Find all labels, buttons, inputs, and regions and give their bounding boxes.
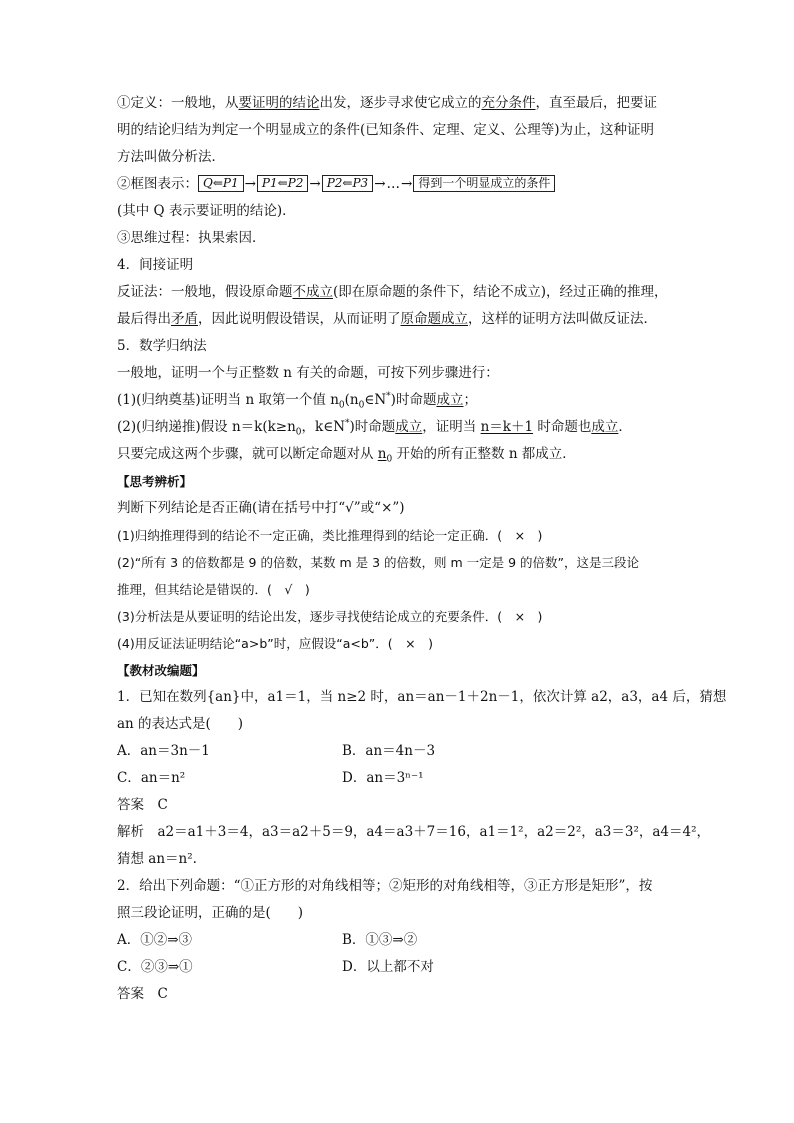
text: 时命题也 — [533, 419, 592, 435]
arrow-icon: → — [244, 176, 256, 192]
underlined-term: 不成立 — [292, 284, 333, 300]
underlined-term: 原命题成立 — [400, 311, 468, 327]
induction-step-2 — [117, 414, 687, 441]
question-2-options-cd — [117, 954, 687, 981]
text: ，这样的证明方法叫做反证法． — [468, 311, 657, 327]
text: 出发，逐步寻求使它成立的 — [319, 95, 482, 111]
question-2-options-ab — [117, 927, 687, 954]
question-2-line-1: 2．给出下列命题：“①正方形的对角线相等；②矩形的对角线相等，③正方形是矩形”，按 — [117, 878, 653, 894]
text: (2)(归纳递推)假设 n＝k(k≥n — [117, 419, 296, 435]
text: ①定义：一般地，从 — [117, 95, 239, 111]
underlined-term: 成立 — [436, 392, 464, 408]
option-c: C．an＝n² — [117, 770, 186, 786]
text: 反证法：一般地，假设原命题 — [117, 284, 293, 300]
text: )时命题 — [349, 419, 396, 435]
text: n — [377, 446, 387, 462]
underlined-term: n＝k＋1 — [480, 419, 534, 435]
induction-intro: 一般地，证明一个与正整数 n 有关的命题，可按下列步骤进行： — [117, 365, 499, 381]
text: ，因此说明假设错误，从而证明了 — [198, 311, 401, 327]
text: ，k∈N — [301, 419, 346, 435]
question-2-answer: 答案 C — [117, 986, 168, 1002]
text: 开始的所有正整数 n 都成立． — [392, 446, 576, 462]
text: 只要完成这两个步骤，就可以断定命题对从 — [117, 446, 378, 462]
superscript: * — [345, 418, 350, 429]
option-c: C．②③⇒① — [117, 959, 193, 975]
underlined-term: 成立 — [591, 419, 619, 435]
option-a: A．an＝3n－1 — [117, 743, 210, 759]
definition-line-2: 明的结论归结为判定一个明显成立的条件(已知条件、定理、定义、公理等)为止，这种证明 — [117, 122, 655, 138]
definition-line-3: 方法叫做分析法． — [117, 149, 225, 165]
think-item-1: (1)归纳推理得到的结论不一定正确，类比推理得到的结论一定正确．( × ) — [117, 528, 543, 543]
question-1-answer: 答案 C — [117, 797, 168, 813]
option-d: D．an＝3ⁿ⁻¹ — [342, 770, 424, 786]
text: ，直至最后，把要证 — [535, 95, 657, 111]
text: ∈N — [364, 392, 387, 408]
underlined-term: 矛盾 — [171, 311, 198, 327]
frame-box: P1⇐P2 — [257, 175, 308, 192]
superscript: * — [386, 391, 391, 402]
underlined-term: 成立 — [395, 419, 423, 435]
think-item-2b: 推理，但其结论是错误的．( √ ) — [117, 582, 310, 597]
induction-step-1 — [117, 387, 687, 414]
arrow-icon: → — [401, 176, 413, 192]
frame-note: (其中 Q 表示要证明的结论)． — [117, 203, 296, 219]
thinking-process: ③思维过程：执果索因． — [117, 230, 266, 246]
question-1-solution-2: 猜想 an＝n². — [117, 851, 197, 867]
section-heading: 4．间接证明 — [117, 257, 194, 273]
subscript: 0 — [338, 400, 345, 411]
page-content — [117, 90, 727, 1008]
text: ． — [618, 419, 632, 435]
contradiction-line-1 — [117, 279, 687, 306]
think-item-4: (4)用反证法证明结论“a>b”时，应假设“a<b”．( × ) — [117, 636, 433, 651]
option-b: B．an＝4n－3 — [342, 743, 436, 759]
think-intro: 判断下列结论是否正确(请在括号中打“√”或“×”) — [117, 500, 405, 516]
arrow-icon: → — [374, 176, 386, 192]
induction-conclusion — [117, 441, 687, 468]
question-1-solution-1: 解析 a2＝a1＋3＝4，a3＝a2＋5＝9，a4＝a3＋7＝16，a1＝1²，a2＝2²，a3＝3²，a4＝4²， — [117, 824, 711, 840]
option-b: B．①③⇒② — [342, 932, 418, 948]
subscript: 0 — [386, 454, 393, 465]
ellipsis: … — [386, 176, 401, 192]
question-1-line-1: 1．已知在数列{an}中，a1＝1，当 n≥2 时，an＝an－1＋2n－1，依次计算 a2，a3，a4 后，猜想 — [117, 689, 727, 705]
text: )时命题 — [390, 392, 437, 408]
subscript: 0 — [358, 400, 365, 411]
underlined-term: 充分条件 — [481, 95, 536, 111]
text: ； — [463, 392, 477, 408]
frame-diagram — [117, 171, 687, 198]
text: (n — [344, 392, 359, 408]
think-item-2a: (2)“所有 3 的倍数都是 9 的倍数，某数 m 是 3 的倍数，则 m 一定是 9 的倍数”，这是三段论 — [117, 555, 640, 570]
think-heading: 【思考辨析】 — [117, 474, 193, 489]
text: ，证明当 — [422, 419, 481, 435]
think-item-3: (3)分析法是从要证明的结论出发，逐步寻找使结论成立的充要条件．( × ) — [117, 609, 543, 624]
frame-box: 得到一个明显成立的条件 — [413, 175, 555, 192]
contradiction-line-2 — [117, 306, 687, 333]
text: (即在原命题的条件下，结论不成立)，经过正确的推理， — [333, 284, 668, 300]
question-2-line-2: 照三段论证明，正确的是( ) — [117, 905, 304, 921]
question-1-options-ab — [117, 738, 687, 765]
text: (1)(归纳奠基)证明当 n 取第一个值 n — [117, 392, 339, 408]
option-d: D．以上都不对 — [342, 959, 434, 975]
section-heading: 5．数学归纳法 — [117, 338, 207, 354]
frame-label: ②框图表示： — [117, 176, 198, 192]
arrow-icon: → — [309, 176, 321, 192]
definition-line-1 — [117, 90, 687, 117]
text: 最后得出 — [117, 311, 171, 327]
subscript: 0 — [295, 427, 302, 438]
question-1-options-cd — [117, 765, 687, 792]
underlined-term: 要证明的结论 — [238, 95, 320, 111]
frame-box: P2⇐P3 — [322, 175, 373, 192]
question-1-line-2: an 的表达式是( ) — [117, 716, 244, 732]
option-a: A．①②⇒③ — [117, 932, 193, 948]
textbook-heading: 【教材改编题】 — [117, 663, 205, 678]
underlined-term — [377, 446, 393, 465]
frame-box: Q⇐P1 — [198, 175, 244, 192]
